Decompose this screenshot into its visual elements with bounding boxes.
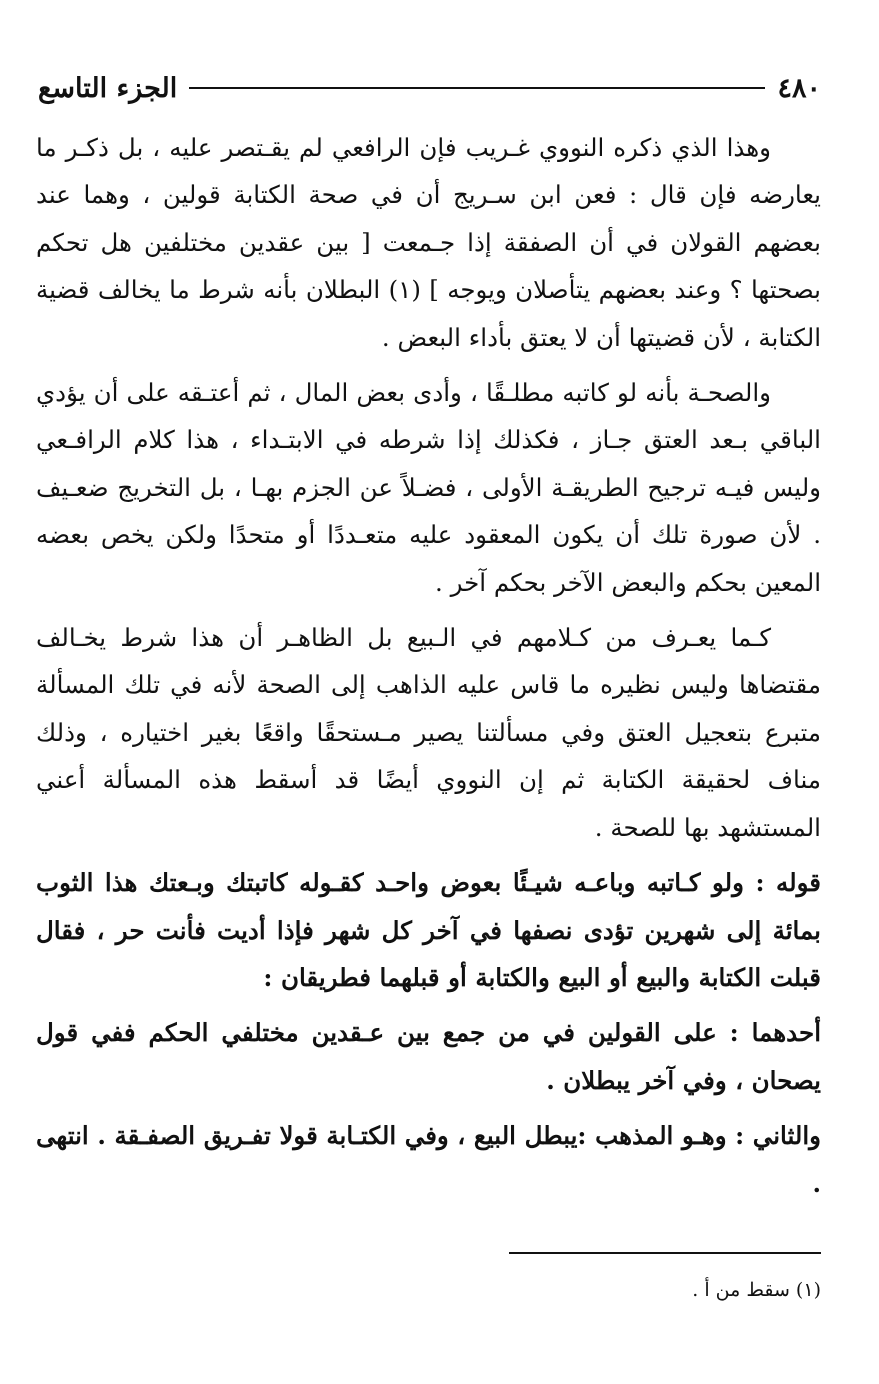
paragraph-second-way: والثاني : وهـو المذهب :يبطل البيع ، وفي الكتـابة قولا تفـريق الصفـقة . انتهى .: [36, 1121, 821, 1198]
footnote: (١) سقط من أ .: [692, 1279, 821, 1301]
page-body: [36, 124, 821, 1215]
paragraph-1: وهذا الذي ذكره النووي غـريب فإن الرافعي لم يقـتصر عليه ، بل ذكـر ما يعارضه فإن قال : فعن ابن سـريج أن في صحة الكتابة قولين ، وهما عند بعضهم القولان في أن الصفقة إذا جـمعت [ بين عقدين مختلفين هل تحكم بصحتها ؟ وعند بعضهم يتأصلان ويوجه ] (١) البطلان بأنه شرط ما يخالف قضية الكتابة ، لأن قضيتها أن لا يعتق بأداء البعض .: [36, 133, 821, 352]
volume-title: الجزء التاسع: [38, 72, 178, 104]
paragraph-first-way: أحدهما : على القولين في من جمع بين عـقدين مختلفي الحكم ففي قول يصحان ، وفي آخر يبطلان .: [36, 1018, 821, 1095]
paragraph-quote: قوله : ولو كـاتبه وباعـه شيـئًا بعوض واحـد كقـوله كاتبتك وبـعتك هذا الثوب بمائة إلى شهرين تؤدى نصفها في آخر كل شهر فإذا أديت فأنت حر ، فقال قبلت الكتابة والبيع أو البيع والكتابة أو قبلهما فطريقان :: [36, 868, 821, 992]
page-number: ٤٨٠: [777, 72, 821, 104]
page-header: [38, 68, 821, 108]
footnote-rule: [509, 1252, 821, 1254]
header-rule: [189, 87, 765, 89]
paragraph-3: كـما يعـرف من كـلامهم في الـبيع بل الظاهـر أن هذا شرط يخـالف مقتضاها وليس نظيره ما قاس عليه الذاهب إلى الصحة لأنه في تلك المسألة متبرع بتعجيل العتق وفي مسألتنا يصير مـستحقًا واقعًا بغير اختياره ، وذلك مناف لحقيقة الكتابة ثم إن النووي أيضًا قد أسقط هذه المسألة أعني المستشهد بها للصحة .: [36, 623, 821, 842]
paragraph-2: والصحـة بأنه لو كاتبه مطلـقًا ، وأدى بعض المال ، ثم أعتـقه على أن يؤدي الباقي بـعد العتق جـاز ، فكذلك إذا شرطه في الابتـداء ، هذا كلام الرافـعي وليس فيـه ترجيح الطريقـة الأولى ، فضـلاً عن الجزم بهـا ، بل التخريج ضعـيف . لأن صورة تلك أن يكون المعقود عليه متعـددًا أو متحدًا ولكن يخص بعضه المعين بحكم والبعض الآخر بحكم آخر .: [36, 378, 821, 597]
